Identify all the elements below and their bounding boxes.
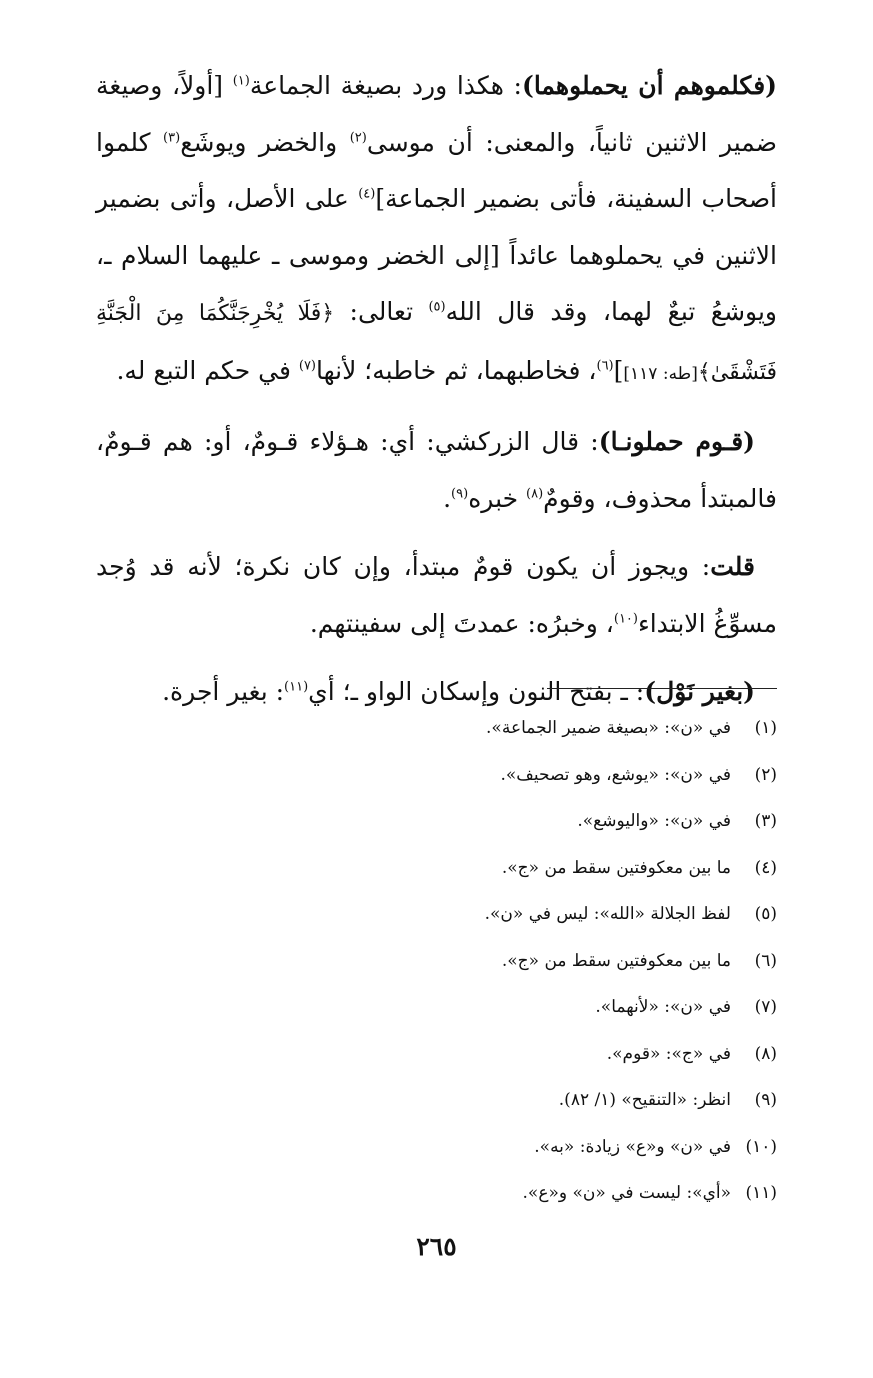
footnote-number: (٨) [754,1043,777,1064]
footnote-divider [547,688,777,689]
footnote-item [96,891,777,938]
footnote-ref[interactable]: (٨) [526,486,544,502]
verse-reference: [طه: ١١٧] [623,363,698,384]
footnote-number: (١٠) [745,1136,777,1157]
footnotes-list [96,705,777,1217]
footnote-ref[interactable]: (٤) [358,186,376,202]
footnote-text: في «ن»: «يوشع، وهو تصحيف». [500,764,731,785]
footnote-text: في «ن»: «واليوشع». [577,811,731,831]
text-run: [أولاً، وصيغة ضمير الاثنين ثانياً، والمعنى: أن موسى [96,71,777,157]
text-run: ، فخاطبهما، ثم خاطبه؛ لأنها [316,355,597,385]
footnote-ref[interactable]: (١٠) [613,611,638,627]
text-run: على الأصل، وأتى بضمير الاثنين في يحملوهما عائداً [إلى الخضر وموسى ـ عليهما السلام ـ، ويوشعُ تبعٌ لهما، وقد قال الله [96,184,777,326]
paragraph-2 [96,414,777,527]
footnote-item [96,984,777,1031]
text-run: والخضر ويوشَع [180,127,350,157]
footnote-text: «أي»: ليست في «ن» و«ع». [522,1183,731,1203]
headword: قلت [710,552,755,581]
headword: (بغير نَوْل) [644,677,755,706]
footnote-number: (٤) [754,857,777,878]
footnote-text: انظر: «التنقيح» (١/ ٨٢). [558,1090,731,1110]
text-run: خبره [468,483,527,513]
text-run: كلموا أصحاب السفينة، فأتى بضمير الجماعة] [96,127,777,213]
text-run: : بغير أجرة. [162,677,285,706]
footnote-ref[interactable]: (١١) [284,679,309,695]
footnote-ref[interactable]: (٣) [163,130,181,146]
main-text [96,58,777,733]
footnote-item [96,1031,777,1078]
text-run: في حكم التبع له. [116,355,299,385]
footnote-item [96,1124,777,1171]
footnote-ref[interactable]: (٧) [298,358,316,374]
footnote-item [96,1170,777,1217]
text-run: ، وخبرُه: عمدتَ إلى سفينتهم. [309,608,614,638]
paragraph-1 [96,58,777,402]
footnote-number: (١١) [745,1183,777,1203]
footnote-ref[interactable]: (٩) [451,486,469,502]
footnote-ref[interactable]: (١) [232,73,250,89]
footnote-ref[interactable]: (٦) [596,358,614,374]
footnote-item [96,1077,777,1124]
quran-verse: ﴿فَلَا يُخْرِجَنَّكُمَا مِنَ الْجَنَّةِ فَتَشْقَىٰ﴾ [96,301,777,385]
footnote-number: (٩) [754,1090,777,1110]
footnote-text: في «ج»: «قوم». [606,1043,731,1064]
footnote-ref[interactable]: (٥) [428,299,446,315]
text-run: : قال الزركشي: أي: هـؤلاء قـومٌ، أو: هم قـومٌ، فالمبتدأ محذوف، وقومٌ [96,427,777,513]
footnote-number: (٥) [754,904,777,924]
footnote-text: في «ن»: «لأنهما». [595,997,731,1017]
footnote-number: (٧) [754,997,777,1017]
paragraph-3 [96,539,777,652]
footnote-text: في «ن» و«ع» زيادة: «به». [534,1136,731,1157]
footnote-text: ما بين معكوفتين سقط من «ج». [501,950,731,971]
footnote-text: ما بين معكوفتين سقط من «ج». [501,857,731,878]
footnote-number: (٦) [754,950,777,971]
text-run: ] [613,355,624,385]
footnote-item [96,938,777,985]
footnote-item [96,798,777,845]
text-run: : ويجوز أن يكون قومٌ مبتدأ، وإن كان نكرة؛ لأنه قد وُجد مسوِّغُ الابتداء [96,552,777,638]
text-run: تعالى: [334,297,429,326]
text-run: : ـ بفتح النون وإسكان الواو ـ؛ أي [308,677,645,706]
footnote-item [96,752,777,799]
headword: (فكلموهم أن يحملوهما) [521,71,777,100]
text-run: : هكذا ورد بصيغة الجماعة [249,71,522,100]
footnote-item [96,845,777,892]
footnote-number: (٢) [754,764,777,785]
footnote-text: في «ن»: «بصيغة ضمير الجماعة». [486,718,731,738]
page-number: ٢٦٥ [416,1232,457,1261]
footnote-ref[interactable]: (٢) [349,130,367,146]
footnote-number: (٣) [754,811,777,831]
text-run: . [443,483,452,513]
footnote-item [96,705,777,752]
footnote-text: لفظ الجلالة «الله»: ليس في «ن». [484,904,731,924]
footnote-number: (١) [754,718,777,738]
headword: (قـوم حملونـا) [598,427,756,456]
